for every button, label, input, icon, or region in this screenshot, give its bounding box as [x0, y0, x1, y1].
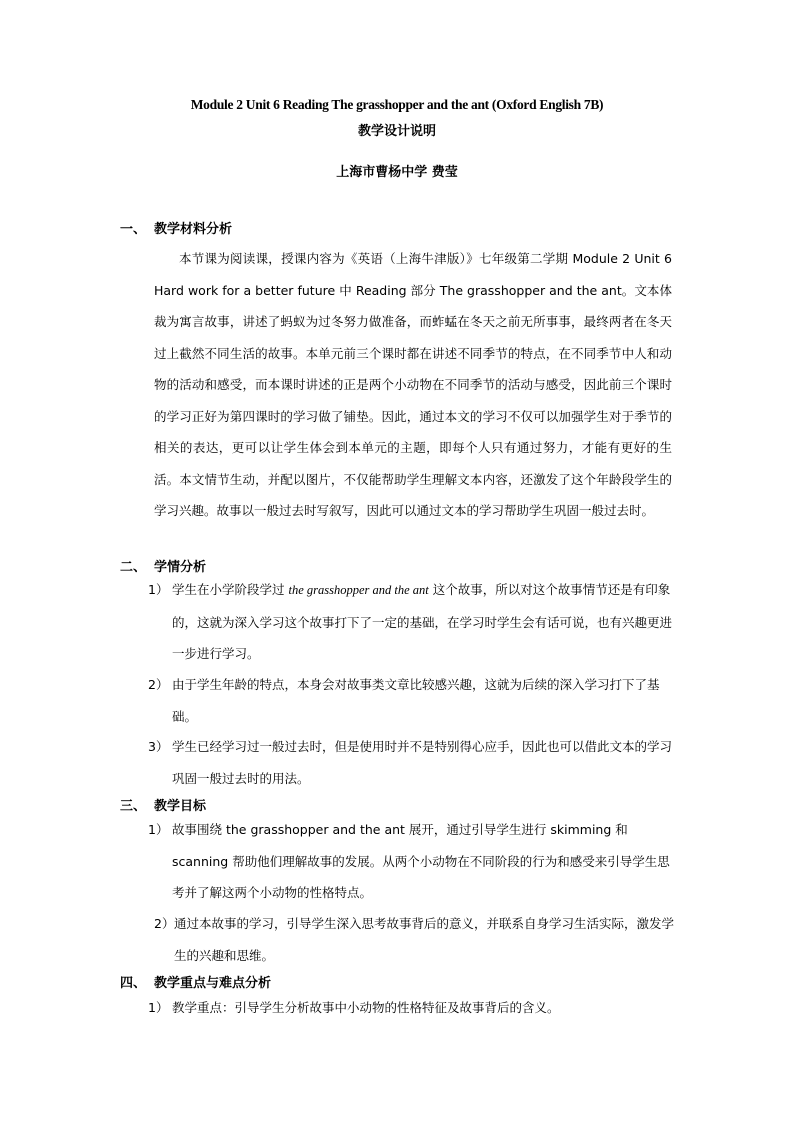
list-item-text: 这个故事，所以对这个故事情节还是有印象的，这就为深入学习这个故事打下了一定的基础，在学习时学生会有话可说，也有兴趣更进一步进行学习。 [172, 582, 673, 661]
list-item [148, 992, 674, 1024]
author-line: 上海市曹杨中学 费莹 [336, 165, 458, 180]
section-title: 学情分析 [154, 560, 207, 575]
list-item [148, 731, 674, 794]
list-item-number: 2） [154, 916, 175, 931]
list-item-text: 故事围绕 the grasshopper and the ant 展开，通过引导学生进行 skimming 和 scanning 帮助他们理解故事的发展。从两个小动物在不同阶段的行为和感受来引导学生思考并了解这两个小动物的性格特点。 [172, 822, 670, 900]
document-subtitle: 教学设计说明 [357, 124, 436, 139]
section-number: 三、 [120, 799, 147, 814]
section-heading-key-points [120, 972, 271, 991]
list-item-text: 教学重点：引导学生分析故事中小动物的性格特征及故事背后的含义。 [172, 1000, 560, 1015]
section-heading-materials [120, 218, 232, 237]
list-item-text: 通过本故事的学习，引导学生深入思考故事背后的意义，并联系自身学习生活实际，激发学生的兴趣和思维。 [174, 916, 675, 963]
section-number: 四、 [120, 976, 147, 991]
section-title: 教学目标 [154, 799, 207, 814]
list-item-number: 1） [148, 822, 169, 837]
section-heading-objectives [120, 795, 206, 814]
story-title-italic: the grasshopper and the ant [288, 583, 429, 597]
section-number: 一、 [120, 222, 147, 237]
section-title: 教学材料分析 [154, 222, 233, 237]
list-item-number: 1） [148, 1000, 169, 1015]
section-number: 二、 [120, 560, 147, 575]
section-title: 教学重点与难点分析 [154, 976, 272, 991]
list-item [148, 814, 674, 909]
section-heading-students [120, 556, 206, 575]
list-item-number: 2） [148, 677, 169, 692]
document-title: Module 2 Unit 6 Reading The grasshopper and the ant (Oxford English 7B) [190, 97, 604, 112]
list-item-number: 3） [148, 739, 169, 754]
list-item-text: 学生已经学习过一般过去时，但是使用时并不是特别得心应手，因此也可以借此文本的学习巩固一般过去时的用法。 [172, 739, 673, 786]
materials-analysis-paragraph: 本节课为阅读课，授课内容为《英语（上海牛津版）》七年级第二学期 Module 2 Unit 6 Hard work for a better future 中 Reading 部分 The grasshopper and the ant。文本体裁为寓言故事，讲述了蚂蚁为过冬努力做准备，而蚱蜢在冬天之前无所事事，最终两者在冬天过上截然不同生活的故事。本单元前三个课时都在讲述不同季节的特点，在不同季节中人和动物的活动和感受，而本课时讲述的正是两个小动物在不同季节的活动与感受，因此前三个课时的学习正好为第四课时的学习做了铺垫。因此，通过本文的学习不仅可以加强学生对于季节的相关的表达，更可以让学生体会到本单元的主题，即每个人只有通过努力，才能有更好的生活。本文情节生动，并配以图片，不仅能帮助学生理解文本内容，还激发了这个年龄段学生的学习兴趣。故事以一般过去时写叙写，因此可以通过文本的学习帮助学生巩固一般过去时。 [154, 251, 672, 518]
list-item-number: 1） [148, 582, 169, 597]
list-item [148, 574, 674, 670]
list-item [148, 669, 674, 732]
list-item-text: 学生在小学阶段学过 [172, 582, 289, 597]
list-item-text: 由于学生年龄的特点，本身会对故事类文章比较感兴趣，这就为后续的深入学习打下了基础。 [172, 677, 660, 724]
list-item [154, 908, 674, 971]
